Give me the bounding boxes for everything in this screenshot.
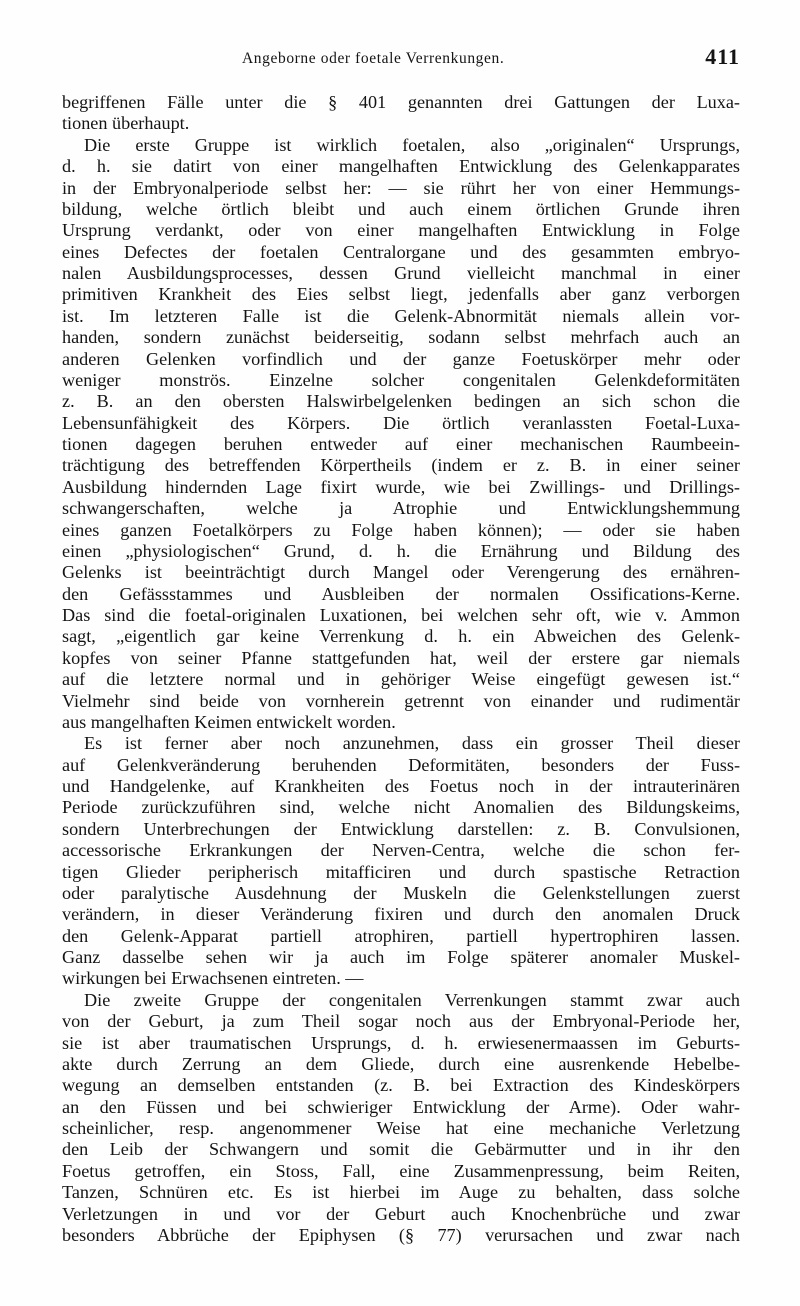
running-title: Angeborne oder foetale Verrenkungen. (242, 50, 505, 67)
text-line: Die zweite Gruppe der congenitalen Verrenkungen stammt zwar auch (84, 989, 740, 1010)
text-line: verändern, in dieser Veränderung fixiren und durch den anomalen Druck (62, 904, 740, 925)
text-line: an den Füssen und bei schwieriger Entwicklung der Arme). Oder wahr- (62, 1096, 740, 1117)
text-line: Vielmehr sind beide von vornherein getrennt von einander und rudimentär (62, 690, 740, 711)
text-line: Tanzen, Schnüren etc. Es ist hierbei im Auge zu behalten, dass solche (62, 1182, 740, 1203)
text-line: wegung an demselben entstanden (z. B. bei Extraction des Kindeskörpers (62, 1075, 740, 1096)
text-line: Die erste Gruppe ist wirklich foetalen, also „originalen“ Ursprungs, (84, 134, 740, 155)
text-line: Ganz dasselbe sehen wir ja auch im Folge späterer anomaler Muskel- (62, 947, 740, 967)
text-line: Foetus getroffen, ein Stoss, Fall, eine Zusammenpressung, beim Reiten, (62, 1160, 740, 1181)
text-line: den Gelenk-Apparat partiell atrophiren, partiell hypertrophiren lassen. (62, 925, 740, 946)
text-line: den Leib der Schwangern und somit die Gebärmutter und in ihr den (62, 1139, 740, 1160)
text-line: trächtigung des betreffenden Körpertheils (indem er z. B. in einer seiner (62, 455, 740, 476)
text-line: Periode zurückzuführen sind, welche nicht Anomalien des Bildungskeims, (62, 797, 740, 818)
text-line: z. B. an den obersten Halswirbelgelenken bedingen an sich schon die (62, 391, 740, 412)
text-line: sie ist aber traumatischen Ursprungs, d. h. erwiesenermaassen im Geburts- (62, 1032, 740, 1053)
text-line: Das sind die foetal-originalen Luxationen, bei welchen sehr oft, wie v. Ammon (62, 605, 740, 625)
text-line: den Gefässstammes und Ausbleiben der normalen Ossifications-Kerne. (62, 583, 740, 604)
text-line: tigen Glieder peripherisch mitafficiren und durch spastische Retraction (62, 861, 740, 882)
text-line: von der Geburt, ja zum Theil sogar noch aus der Embryonal-Periode her, (62, 1011, 740, 1032)
text-line: Ursprung verdankt, oder von einer mangelhaften Entwicklung in Folge (62, 220, 740, 241)
text-line: accessorische Erkrankungen der Nerven-Centra, welche die schon fer- (62, 840, 740, 861)
text-line: bildung, welche örtlich bleibt und auch einem örtlichen Grunde ihren (62, 198, 740, 219)
text-line: Ausbildung hindernden Lage fixirt wurde, wie bei Zwillings- und Drillings- (62, 476, 740, 497)
text-line: eines ganzen Foetalkörpers zu Folge haben können); — oder sie haben (62, 519, 740, 540)
text-line: auf Gelenkveränderung beruhenden Deformitäten, besonders der Fuss- (62, 754, 740, 775)
text-line: nalen Ausbildungsprocesses, dessen Grund vielleicht manchmal in einer (62, 263, 740, 283)
text-line: scheinlicher, resp. angenommener Weise hat eine mechaniche Verletzung (62, 1118, 740, 1138)
text-line: auf die letztere normal und in gehöriger Weise eingefügt gewesen ist.“ (62, 669, 740, 690)
text-line: d. h. sie datirt von einer mangelhaften Entwicklung des Gelenkapparates (62, 156, 740, 177)
page-header (62, 44, 740, 74)
text-line: aus mangelhaften Keimen entwickelt worden. (62, 711, 396, 732)
body-text (62, 92, 740, 1246)
text-line: primitiven Krankheit des Eies selbst liegt, jedenfalls aber ganz verborgen (62, 284, 740, 305)
text-line: und Handgelenke, auf Krankheiten des Foetus noch in der intrauterinären (62, 776, 740, 796)
text-line: Verletzungen in und vor der Geburt auch Knochenbrüche und zwar (62, 1203, 740, 1224)
text-line: ist. Im letzteren Falle ist die Gelenk-Abnormität niemals allein vor- (62, 305, 740, 326)
text-line: in der Embryonalperiode selbst her: — sie rührt her von einer Hemmungs- (62, 177, 740, 198)
text-line: Lebensunfähigkeit des Körpers. Die örtlich veranlassten Foetal-Luxa- (62, 412, 740, 433)
text-line: tionen überhaupt. (62, 113, 190, 134)
text-line: besonders Abbrüche der Epiphysen (§ 77) verursachen und zwar nach (62, 1224, 740, 1245)
text-line: tionen dagegen beruhen entweder auf einer mechanischen Raumbeein- (62, 434, 740, 454)
text-line: einen „physiologischen“ Grund, d. h. die Ernährung und Bildung des (62, 540, 740, 561)
text-line: sagt, „eigentlich gar keine Verrenkung d. h. ein Abweichen des Gelenk- (62, 626, 740, 647)
text-line: handen, sondern zunächst beiderseitig, sodann selbst mehrfach auch an (62, 327, 740, 348)
text-line: Gelenks ist beeinträchtigt durch Mangel oder Verengerung des ernähren- (62, 562, 740, 583)
text-line: eines Defectes der foetalen Centralorgane und des gesammten embryo- (62, 241, 740, 262)
text-line: Es ist ferner aber noch anzunehmen, dass ein grosser Theil dieser (84, 733, 740, 754)
text-line: kopfes von seiner Pfanne stattgefunden hat, weil der erstere gar niemals (62, 647, 740, 668)
text-line: akte durch Zerrung an dem Gliede, durch eine ausrenkende Hebelbe- (62, 1053, 740, 1074)
text-line: weniger monströs. Einzelne solcher congenitalen Gelenkdeformitäten (62, 369, 740, 390)
text-line: begriffenen Fälle unter die § 401 genannten drei Gattungen der Luxa- (62, 92, 740, 112)
text-line: sondern Unterbrechungen der Entwicklung darstellen: z. B. Convulsionen, (62, 818, 740, 839)
text-line: schwangerschaften, welche ja Atrophie und Entwicklungshemmung (62, 498, 740, 519)
text-line: oder paralytische Ausdehnung der Muskeln die Gelenkstellungen zuerst (62, 882, 740, 903)
text-line: anderen Gelenken vorfindlich und der ganze Foetuskörper mehr oder (62, 348, 740, 369)
page-number: 411 (705, 44, 740, 69)
text-line: wirkungen bei Erwachsenen eintreten. — (62, 968, 364, 989)
